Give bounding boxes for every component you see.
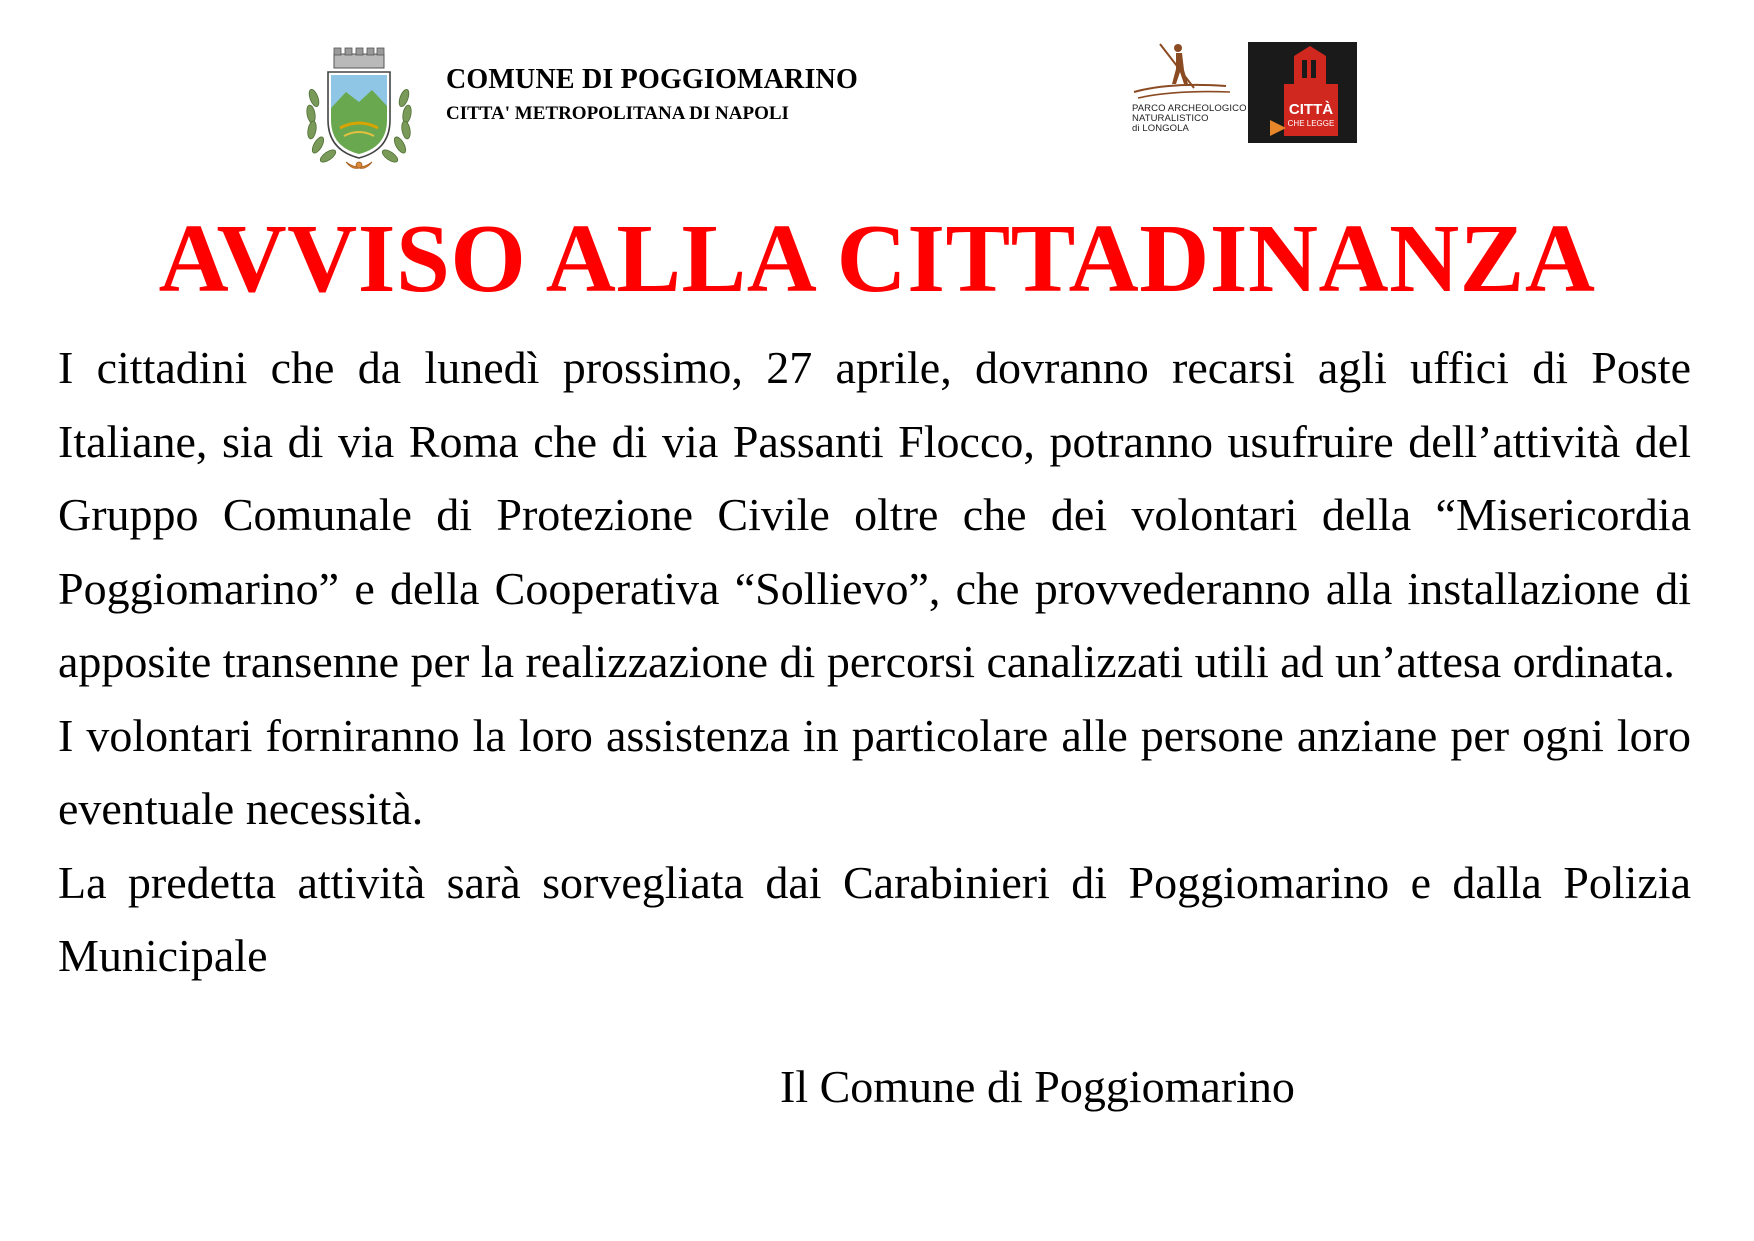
document-header <box>0 0 1754 200</box>
boatman-icon <box>1130 38 1242 104</box>
municipality-subtitle: CITTA' METROPOLITANA DI NAPOLI <box>446 103 789 124</box>
citta-logo-line2: CHE LEGGE <box>1287 119 1335 128</box>
municipal-crest-logo <box>300 46 418 176</box>
body-paragraph: I cittadini che da lunedì prossimo, 27 aprile, dovranno recarsi agli uffici di Poste Italiane, sia di via Roma che di via Passanti Flocco, potranno usufruire dell’attività del Gruppo Comunale di Protezione Civile oltre che dei volontari della “Misericordia Poggiomarino” e della Cooperativa “Sollievo”, che provvederanno alla installazione di apposite transenne per la realizzazione di percorsi canalizzati utili ad un’attesa ordinata. <box>58 342 1691 687</box>
body-paragraph: I volontari forniranno la loro assistenza in particolare alle persone anziane per ogni loro eventuale necessità. <box>58 709 1691 834</box>
notice-title: AVVISO ALLA CITTADINANZA <box>158 205 1596 312</box>
municipality-name: COMUNE DI POGGIOMARINO <box>446 64 858 95</box>
parco-archeologico-logo <box>1130 38 1247 144</box>
parco-logo-text: PARCO ARCHEOLOGICO NATURALISTICO di LONGOLA <box>1132 103 1247 134</box>
body-paragraph: La predetta attività sarà sorvegliata dai Carabinieri di Poggiomarino e dalla Polizia Municipale <box>58 856 1691 981</box>
signature: Il Comune di Poggiomarino <box>780 1061 1295 1112</box>
citta-che-legge-logo <box>1248 42 1357 143</box>
notice-body <box>58 331 1691 993</box>
citta-logo-line1: CITTÀ <box>1288 101 1334 118</box>
